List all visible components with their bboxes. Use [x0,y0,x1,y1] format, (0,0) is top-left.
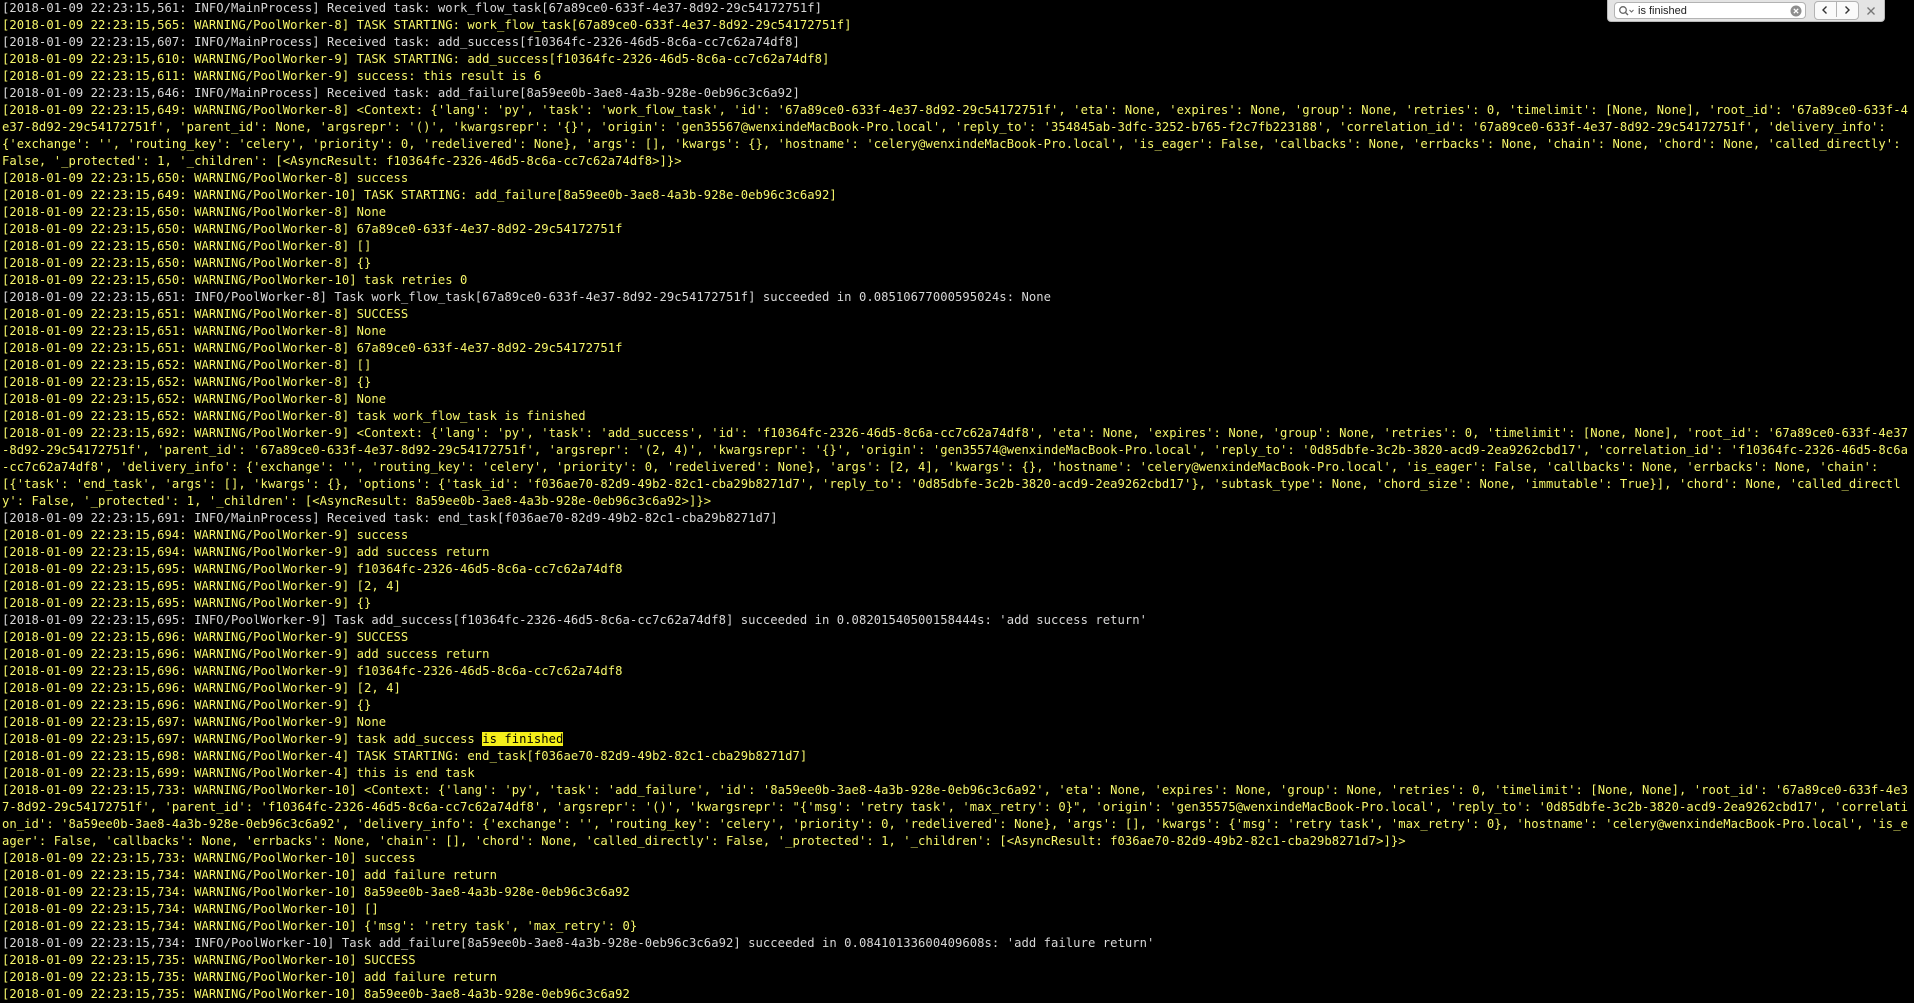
log-line: [2018-01-09 22:23:15,649: WARNING/PoolWorker-8] <Context: {'lang': 'py', 'task': 'work_flow_task', 'id': '67a89ce0-633f-4e37-8d92-29c54172751f', 'eta': None, 'expires': None, 'group': None, 'retries': 0, 'timelimit': [None, None], 'root_id': '67a89ce0-633f-4e37-8d92-29c54172751f', 'parent_id': None, 'argsrepr': '()', 'kwargsrepr': '{}', 'origin': 'gen35567@wenxindeMacBook-Pro.local', 'reply_to': '354845ab-3dfc-3252-b765-f2c7fb223188', 'correlation_id': '67a89ce0-633f-4e37-8d92-29c54172751f', 'delivery_info': {'exchange': '', 'routing_key': 'celery', 'priority': 0, 'redelivered': None}, 'args': [], 'kwargs': {}, 'hostname': 'celery@wenxindeMacBook-Pro.local', 'is_eager': False, 'callbacks': None, 'errbacks': None, 'chain': None, 'chord': None, 'called_directly': False, '_protected': 1, '_children': [<AsyncResult: f10364fc-2326-46d5-8c6a-cc7c62a74df8>]}> [2,103,1908,168]
log-line: [2018-01-09 22:23:15,646: INFO/MainProcess] Received task: add_failure[8a59ee0b-3ae8-4a3b-928e-0eb96c3c6a92] [2,86,800,100]
find-previous-button[interactable] [1815,2,1836,17]
log-line: [2018-01-09 22:23:15,651: WARNING/PoolWorker-8] 67a89ce0-633f-4e37-8d92-29c54172751f [2,341,623,355]
close-find-button[interactable] [1865,4,1878,18]
log-line: [2018-01-09 22:23:15,695: WARNING/PoolWorker-9] f10364fc-2326-46d5-8c6a-cc7c62a74df8 [2,562,623,576]
log-line: [2018-01-09 22:23:15,650: WARNING/PoolWorker-8] {} [2,256,372,270]
log-line: [2018-01-09 22:23:15,734: WARNING/PoolWorker-10] {'msg': 'retry task', 'max_retry': 0} [2,919,638,933]
clear-icon[interactable] [1790,5,1802,17]
log-line: [2018-01-09 22:23:15,735: WARNING/PoolWorker-10] 8a59ee0b-3ae8-4a3b-928e-0eb96c3c6a92 [2,987,630,1001]
log-line: [2018-01-09 22:23:15,650: WARNING/PoolWorker-8] None [2,205,387,219]
log-line: [2018-01-09 22:23:15,651: WARNING/PoolWorker-8] SUCCESS [2,307,409,321]
log-line: [2018-01-09 22:23:15,735: WARNING/PoolWorker-10] SUCCESS [2,953,416,967]
find-bar [1607,0,1885,22]
log-line: [2018-01-09 22:23:15,691: INFO/MainProcess] Received task: end_task[f036ae70-82d9-49b2-82c1-cba29b8271d7] [2,511,778,525]
log-line: [2018-01-09 22:23:15,696: WARNING/PoolWorker-9] f10364fc-2326-46d5-8c6a-cc7c62a74df8 [2,664,623,678]
log-line: [2018-01-09 22:23:15,695: WARNING/PoolWorker-9] [2, 4] [2,579,401,593]
close-icon [1866,6,1876,16]
log-line: [2018-01-09 22:23:15,607: INFO/MainProcess] Received task: add_success[f10364fc-2326-46d5-8c6a-cc7c62a74df8] [2,35,800,49]
log-line: [2018-01-09 22:23:15,611: WARNING/PoolWorker-9] success: this result is 6 [2,69,542,83]
log-line: [2018-01-09 22:23:15,696: WARNING/PoolWorker-9] SUCCESS [2,630,409,644]
log-line: [2018-01-09 22:23:15,650: WARNING/PoolWorker-8] [] [2,239,372,253]
log-line: [2018-01-09 22:23:15,561: INFO/MainProcess] Received task: work_flow_task[67a89ce0-633f-4e37-8d92-29c54172751f] [2,1,823,15]
log-line: [2018-01-09 22:23:15,695: WARNING/PoolWorker-9] {} [2,596,372,610]
log-line: [2018-01-09 22:23:15,651: INFO/PoolWorker-8] Task work_flow_task[67a89ce0-633f-4e37-8d92-29c54172751f] succeeded in 0.08510677000595024s: None [2,290,1052,304]
search-match-highlight: is finished [482,732,564,746]
log-line: [2018-01-09 22:23:15,735: WARNING/PoolWorker-10] add failure return [2,970,497,984]
search-icon[interactable] [1618,4,1636,18]
log-line: [2018-01-09 22:23:15,696: WARNING/PoolWorker-9] {} [2,698,372,712]
log-line: [2018-01-09 22:23:15,650: WARNING/PoolWorker-8] 67a89ce0-633f-4e37-8d92-29c54172751f [2,222,623,236]
log-line: [2018-01-09 22:23:15,694: WARNING/PoolWorker-9] success [2,528,409,542]
log-line: [2018-01-09 22:23:15,697: WARNING/PoolWorker-9] None [2,715,387,729]
log-line: [2018-01-09 22:23:15,734: WARNING/PoolWorker-10] add failure return [2,868,497,882]
log-line: [2018-01-09 22:23:15,734: INFO/PoolWorker-10] Task add_failure[8a59ee0b-3ae8-4a3b-928e-0eb96c3c6a92] succeeded in 0.08410133600409608s: 'add failure return' [2,936,1155,950]
log-line: [2018-01-09 22:23:15,734: WARNING/PoolWorker-10] 8a59ee0b-3ae8-4a3b-928e-0eb96c3c6a92 [2,885,630,899]
log-line: [2018-01-09 22:23:15,733: WARNING/PoolWorker-10] success [2,851,416,865]
log-line: [2018-01-09 22:23:15,692: WARNING/PoolWorker-9] <Context: {'lang': 'py', 'task': 'add_success', 'id': 'f10364fc-2326-46d5-8c6a-cc7c62a74df8', 'eta': None, 'expires': None, 'group': None, 'retries': 0, 'timelimit': [None, None], 'root_id': '67a89ce0-633f-4e37-8d92-29c54172751f', 'parent_id': '67a89ce0-633f-4e37-8d92-29c54172751f', 'argsrepr': '(2, 4)', 'kwargsrepr': '{}', 'origin': 'gen35574@wenxindeMacBook-Pro.local', 'reply_to': '0d85dbfe-3c2b-3820-acd9-2ea9262cbd17', 'correlation_id': 'f10364fc-2326-46d5-8c6a-cc7c62a74df8', 'delivery_info': {'exchange': '', 'routing_key': 'celery', 'priority': 0, 'redelivered': None}, 'args': [2, 4], 'kwargs': {}, 'hostname': 'celery@wenxindeMacBook-Pro.local', 'is_eager': False, 'callbacks': None, 'errbacks': None, 'chain': [{'task': 'end_task', 'args': [], 'kwargs': {}, 'options': {'task_id': 'f036ae70-82d9-49b2-82c1-cba29b8271d7', 'reply_to': '0d85dbfe-3c2b-3820-acd9-2ea9262cbd17'}, 'subtask_type': None, 'chord_size': None, 'immutable': True}], 'chord': None, 'called_directly': False, '_protected': 1, '_children': [<AsyncResult: 8a59ee0b-3ae8-4a3b-928e-0eb96c3c6a92>]}> [2,426,1908,508]
find-field[interactable] [1614,2,1806,19]
log-line: [2018-01-09 22:23:15,652: WARNING/PoolWorker-8] {} [2,375,372,389]
log-line: [2018-01-09 22:23:15,697: WARNING/PoolWorker-9] task add_success is finished [2,732,564,746]
log-line: [2018-01-09 22:23:15,650: WARNING/PoolWorker-8] success [2,171,409,185]
log-line: [2018-01-09 22:23:15,651: WARNING/PoolWorker-8] None [2,324,387,338]
log-line: [2018-01-09 22:23:15,652: WARNING/PoolWorker-8] None [2,392,387,406]
log-line: [2018-01-09 22:23:15,565: WARNING/PoolWorker-8] TASK STARTING: work_flow_task[67a89ce0-633f-4e37-8d92-29c54172751f] [2,18,852,32]
log-line: [2018-01-09 22:23:15,610: WARNING/PoolWorker-9] TASK STARTING: add_success[f10364fc-2326-46d5-8c6a-cc7c62a74df8] [2,52,830,66]
log-line: [2018-01-09 22:23:15,695: INFO/PoolWorker-9] Task add_success[f10364fc-2326-46d5-8c6a-cc7c62a74df8] succeeded in 0.08201540500158444s: 'add success return' [2,613,1148,627]
find-next-button[interactable] [1836,2,1858,17]
find-input[interactable] [1636,4,1790,18]
log-line: [2018-01-09 22:23:15,694: WARNING/PoolWorker-9] add success return [2,545,490,559]
log-line: [2018-01-09 22:23:15,650: WARNING/PoolWorker-10] task retries 0 [2,273,468,287]
log-line: [2018-01-09 22:23:15,734: WARNING/PoolWorker-10] [] [2,902,379,916]
chevron-left-icon [1820,5,1830,15]
log-line: [2018-01-09 22:23:15,733: WARNING/PoolWorker-10] <Context: {'lang': 'py', 'task': 'add_failure', 'id': '8a59ee0b-3ae8-4a3b-928e-0eb96c3c6a92', 'eta': None, 'expires': None, 'group': None, 'retries': 0, 'timelimit': [None, None], 'root_id': '67a89ce0-633f-4e37-8d92-29c54172751f', 'parent_id': 'f10364fc-2326-46d5-8c6a-cc7c62a74df8', 'argsrepr': '()', 'kwargsrepr': "{'msg': 'retry task', 'max_retry': 0}", 'origin': 'gen35575@wenxindeMacBook-Pro.local', 'reply_to': '0d85dbfe-3c2b-3820-acd9-2ea9262cbd17', 'correlation_id': '8a59ee0b-3ae8-4a3b-928e-0eb96c3c6a92', 'delivery_info': {'exchange': '', 'routing_key': 'celery', 'priority': 0, 'redelivered': None}, 'args': [], 'kwargs': {'msg': 'retry task', 'max_retry': 0}, 'hostname': 'celery@wenxindeMacBook-Pro.local', 'is_eager': False, 'callbacks': None, 'errbacks': None, 'chain': [], 'chord': None, 'called_directly': False, '_protected': 1, '_children': [<AsyncResult: f036ae70-82d9-49b2-82c1-cba29b8271d7>]}> [2,783,1908,848]
log-line: [2018-01-09 22:23:15,696: WARNING/PoolWorker-9] [2, 4] [2,681,401,695]
log-line: [2018-01-09 22:23:15,652: WARNING/PoolWorker-8] [] [2,358,372,372]
log-line: [2018-01-09 22:23:15,699: WARNING/PoolWorker-4] this is end task [2,766,475,780]
find-nav [1814,1,1859,20]
log-line: [2018-01-09 22:23:15,696: WARNING/PoolWorker-9] add success return [2,647,490,661]
log-line: [2018-01-09 22:23:15,649: WARNING/PoolWorker-10] TASK STARTING: add_failure[8a59ee0b-3ae8-4a3b-928e-0eb96c3c6a92] [2,188,837,202]
log-line: [2018-01-09 22:23:15,652: WARNING/PoolWorker-8] task work_flow_task is finished [2,409,586,423]
chevron-right-icon [1842,5,1852,15]
log-line: [2018-01-09 22:23:15,698: WARNING/PoolWorker-4] TASK STARTING: end_task[f036ae70-82d9-49b2-82c1-cba29b8271d7] [2,749,808,763]
